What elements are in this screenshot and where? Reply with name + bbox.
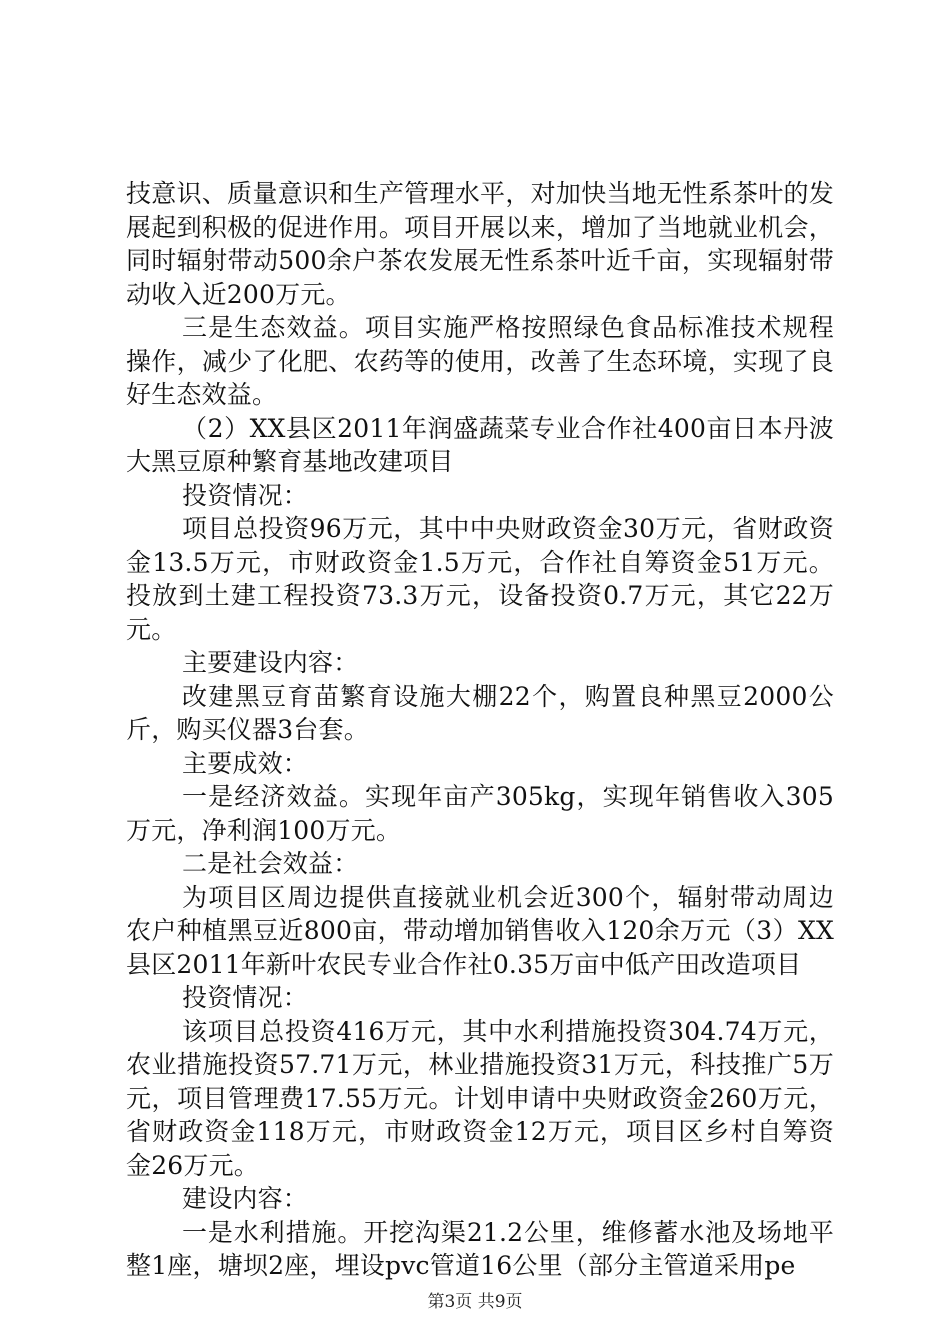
paragraph-ecology-benefit: 三是生态效益。项目实施严格按照绿色食品标准技术规程操作，减少了化肥、农药等的使用，改善了生态环境，实现了良好生态效益。 [126, 313, 834, 409]
investment-paragraph: 项目总投资96万元，其中中央财政资金30万元，省财政资金13.5万元，市财政资金1.5万元，合作社自筹资金51万元。投放到土建工程投资73.3万元，设备投资0.7万元，其它22万元。 [126, 514, 834, 644]
economic-benefit-paragraph: 一是经济效益。实现年亩产305kg，实现年销售收入305万元，净利润100万元。 [126, 782, 834, 845]
project-2-heading: （2）XX县区2011年润盛蔬菜专业合作社400亩日本丹波大黑豆原种繁育基地改建项目 [126, 413, 834, 476]
construction-paragraph: 改建黑豆育苗繁育设施大棚22个，购置良种黑豆2000公斤，购买仪器3台套。 [126, 681, 834, 744]
investment-heading-3: 投资情况： [182, 983, 309, 1012]
water-measures-paragraph: 一是水利措施。开挖沟渠21.2公里，维修蓄水池及场地平整1座，塘坝2座，埋设pvc管道16公里（部分主管道采用pe [126, 1217, 834, 1280]
construction-heading-3: 建设内容： [182, 1184, 309, 1213]
social-benefit-paragraph: 为项目区周边提供直接就业机会近300个，辐射带动周边农户种植黑豆近800亩，带动增加销售收入120余万元（3）XX县区2011年新叶农民专业合作社0.35万亩中低产田改造项目 [126, 882, 834, 979]
social-benefit-heading: 二是社会效益： [182, 849, 359, 878]
investment-paragraph-3: 该项目总投资416万元，其中水利措施投资304.74万元，农业措施投资57.71万元，林业措施投资31万元，科技推广5万元，项目管理费17.55万元。计划申请中央财政资金260万元，省财政资金118万元，市财政资金12万元，项目区乡村自筹资金26万元。 [126, 1016, 834, 1180]
construction-heading: 主要建设内容： [182, 648, 359, 677]
investment-heading: 投资情况： [182, 480, 309, 510]
results-heading: 主要成效： [182, 748, 309, 778]
page-number-footer: 第3页 共9页 [427, 1292, 523, 1312]
paragraph-continuation: 技意识、质量意识和生产管理水平，对加快当地无性系茶叶的发展起到积极的促进作用。项目开展以来，增加了当地就业机会，同时辐射带动500余户茶农发展无性系茶叶近千亩，实现辐射带动收入近200万元。 [126, 179, 834, 309]
body-text [126, 177, 834, 1283]
